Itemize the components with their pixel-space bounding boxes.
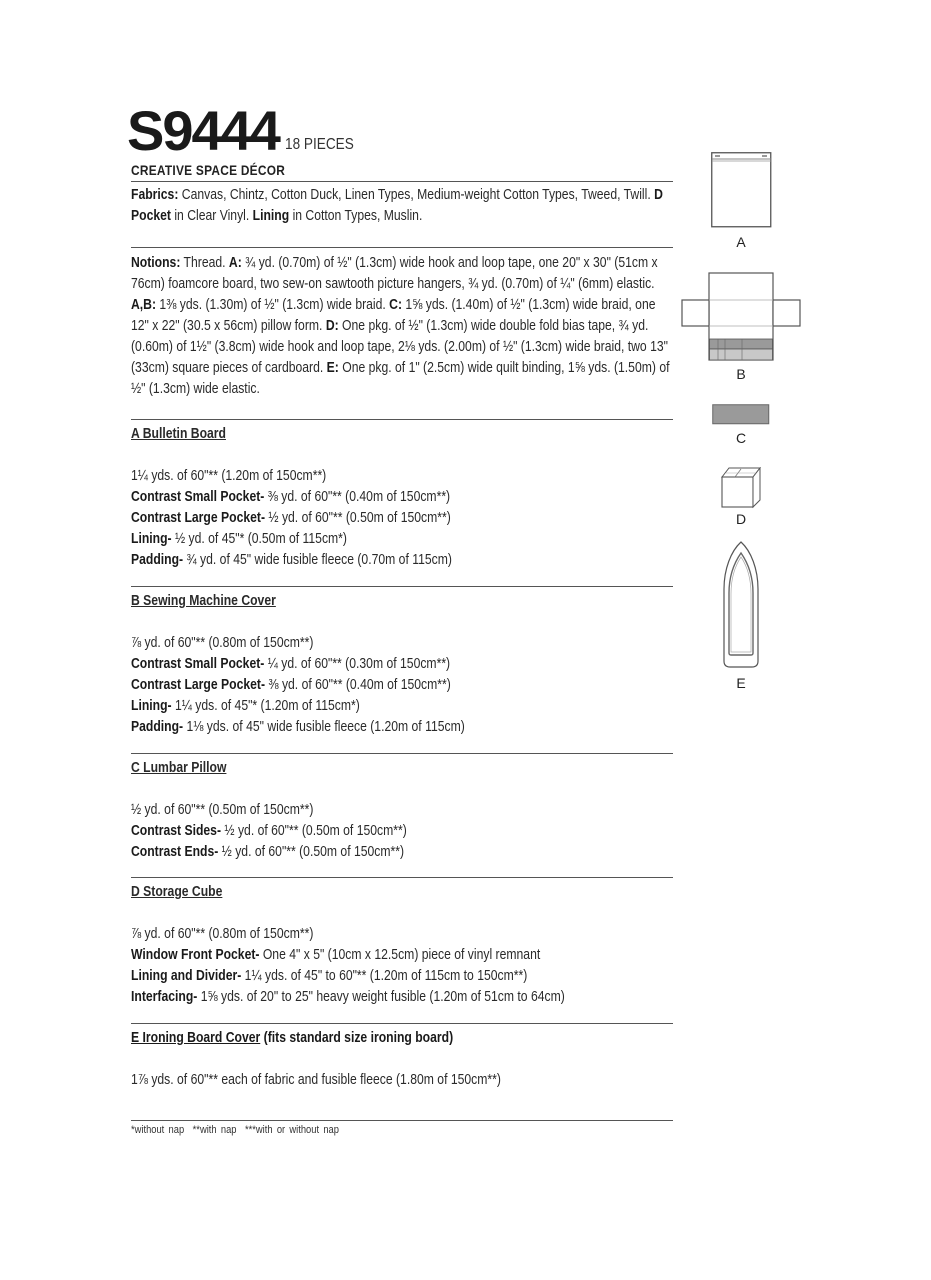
- section-title: D Storage Cube: [131, 884, 223, 900]
- view-a-label: A:: [228, 255, 242, 271]
- bulletin-board-icon: [711, 152, 773, 233]
- section-title: C Lumbar Pillow: [131, 760, 227, 776]
- section-e-ironing-board-cover: [131, 1023, 673, 1091]
- footnote-without-nap: *without nap: [131, 1124, 185, 1136]
- yardage-line: Contrast Small Pocket- ⅜ yd. of 60"** (0.40m of 150cm**): [131, 489, 451, 505]
- yardage-line: ⅞ yd. of 60"** (0.80m of 150cm**): [131, 635, 314, 651]
- yardage-line: Window Front Pocket- One 4" x 5" (10cm x 12.5cm) piece of vinyl remnant: [131, 947, 541, 963]
- pattern-title: CREATIVE SPACE DÉCOR: [131, 162, 286, 178]
- section-title: E Ironing Board Cover: [131, 1030, 261, 1046]
- yardage-line: Contrast Large Pocket- ½ yd. of 60"** (0.50m of 150cm**): [131, 510, 451, 526]
- piece-count: 18 PIECES: [284, 136, 354, 153]
- section-title: B Sewing Machine Cover: [131, 593, 276, 609]
- view-label-e: E: [736, 675, 746, 691]
- notions-text: Thread.: [180, 255, 229, 271]
- lining-label: Lining: [252, 208, 290, 224]
- view-label-c: C: [735, 430, 747, 446]
- yardage-line: Contrast Small Pocket- ¼ yd. of 60"** (0.30m of 150cm**): [131, 656, 451, 672]
- yardage-line: Contrast Sides- ½ yd. of 60"** (0.50m of 150cm**): [131, 823, 407, 839]
- yardage-line: Lining- ½ yd. of 45"* (0.50m of 115cm*): [131, 531, 347, 547]
- view-ab-label: A,B:: [131, 297, 157, 313]
- yardage-line: Contrast Large Pocket- ⅜ yd. of 60"** (0.40m of 150cm**): [131, 677, 451, 693]
- lumbar-pillow-icon: [712, 404, 770, 431]
- section-c-lumbar-pillow: [131, 753, 673, 863]
- divider: [131, 753, 673, 754]
- yardage-line: ½ yd. of 60"** (0.50m of 150cm**): [131, 802, 314, 818]
- pattern-envelope-back: [127, 98, 673, 1136]
- yardage-list: [131, 800, 673, 863]
- view-e-label: E:: [326, 360, 339, 376]
- notions-block: [131, 247, 673, 400]
- view-c-label: C:: [389, 297, 403, 313]
- notions-label: Notions:: [131, 255, 181, 271]
- footnotes-block: [131, 1120, 673, 1136]
- divider: [131, 1023, 673, 1024]
- yardage-line: 1¼ yds. of 60"** (1.20m of 150cm**): [131, 468, 327, 484]
- section-a-bulletin-board: [131, 419, 673, 571]
- header: [127, 98, 673, 162]
- notions-paragraph: [131, 253, 673, 400]
- yardage-line: Lining- 1¼ yds. of 45"* (1.20m of 115cm*): [131, 698, 360, 714]
- yardage-line: Padding- ¾ yd. of 45" wide fusible fleece (0.70m of 115cm): [131, 552, 452, 568]
- fabrics-text: in Clear Vinyl.: [170, 208, 253, 224]
- notions-text: 1⅜ yds. (1.30m) of ½" (1.3cm) wide braid.: [156, 297, 390, 313]
- yardage-list: [131, 1070, 673, 1091]
- divider: [131, 877, 673, 878]
- yardage-line: Lining and Divider- 1¼ yds. of 45" to 60"** (1.20m of 115cm to 150cm**): [131, 968, 528, 984]
- footnote-with-nap: **with nap: [192, 1124, 237, 1136]
- yardage-line: Interfacing- 1⅝ yds. of 20" to 25" heavy weight fusible (1.20m of 51cm to 64cm): [131, 989, 565, 1005]
- view-label-b: B: [736, 366, 746, 382]
- notions-text: One pkg. of 1" (2.5cm) wide quilt binding, 1⅝ yds. (1.50m) of ½" (1.3cm) wide elastic.: [131, 360, 670, 397]
- divider: [131, 247, 673, 248]
- notions-text: ¾ yd. (0.70m) of ½" (1.3cm) wide hook and loop tape, one 20" x 30" (51cm x 76cm) foamcore board, two sew-on sawtooth picture hangers, ¾ yd. (0.70m) of ¼" (6mm) elastic.: [131, 255, 658, 292]
- fabrics-text: in Cotton Types, Muslin.: [289, 208, 423, 224]
- pattern-number: S9444: [127, 99, 279, 162]
- yardage-list: [131, 466, 673, 571]
- yardage-line: Contrast Ends- ½ yd. of 60"** (0.50m of 150cm**): [131, 844, 405, 860]
- section-d-storage-cube: [131, 877, 673, 1008]
- view-d-label: D:: [325, 318, 339, 334]
- view-label-a: A: [736, 234, 746, 250]
- yardage-line: ⅞ yd. of 60"** (0.80m of 150cm**): [131, 926, 314, 942]
- fabrics-label: Fabrics:: [131, 187, 179, 203]
- notions-text: One pkg. of ½" (1.3cm) wide double fold bias tape, ¾ yd. (0.60m) of 1½" (3.8cm) wide hook and loop tape, 2⅛ yds. (2.00m) of ½" (1.3cm) wide braid, two 13" (33cm) square pieces of cardboard.: [131, 318, 668, 376]
- section-title-row: [131, 1028, 673, 1049]
- divider: [131, 181, 673, 182]
- ironing-board-cover-icon: [722, 541, 760, 674]
- divider: [131, 1120, 673, 1121]
- view-label-d: D: [735, 511, 747, 527]
- yardage-list: [131, 633, 673, 738]
- sewing-machine-cover-icon: [681, 272, 803, 367]
- footnotes: [131, 1124, 592, 1136]
- divider: [131, 586, 673, 587]
- section-title-suffix: (fits standard size ironing board): [260, 1030, 454, 1046]
- section-b-sewing-machine-cover: [131, 586, 673, 738]
- divider: [131, 419, 673, 420]
- fabrics-text: Canvas, Chintz, Cotton Duck, Linen Types, Medium-weight Cotton Types, Tweed, Twill.: [178, 187, 655, 203]
- storage-cube-icon: [721, 467, 763, 514]
- section-title: A Bulletin Board: [131, 426, 226, 442]
- footnote-with-or-without-nap: ***with or without nap: [244, 1124, 339, 1136]
- yardage-line: 1⅞ yds. of 60"** each of fabric and fusible fleece (1.80m of 150cm**): [131, 1072, 501, 1088]
- notions-text: 1⅝ yds. (1.40m) of ½" (1.3cm) wide braid, one 12" x 22" (30.5 x 56cm) pillow form.: [131, 297, 656, 334]
- pocket-label: D Pocket: [131, 187, 663, 224]
- yardage-line: Padding- 1⅛ yds. of 45" wide fusible fleece (1.20m of 115cm): [131, 719, 465, 735]
- yardage-list: [131, 924, 673, 1008]
- fabrics-paragraph: [131, 185, 673, 227]
